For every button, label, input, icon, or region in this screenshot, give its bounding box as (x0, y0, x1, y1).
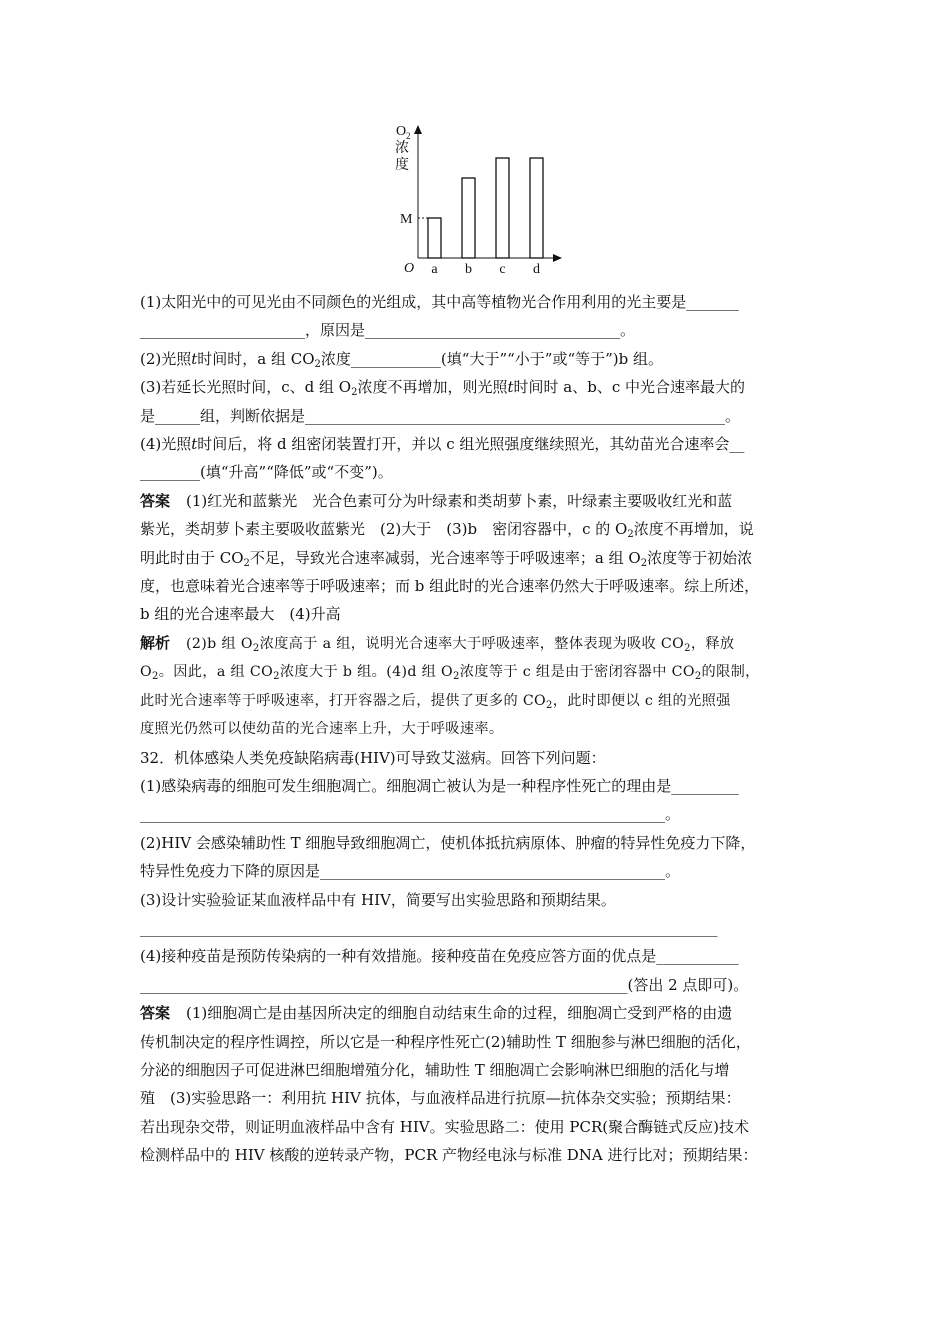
x-tick-label-b: b (465, 262, 472, 277)
bar-d (530, 158, 543, 258)
q32-part3-line1: (3)设计实验验证某血液样品中有 HIV，简要写出实验思路和预期结果。 (140, 890, 616, 909)
q31-part4-line2: ________(填“升高”“降低”或“不变”)。 (140, 463, 393, 482)
x-axis-arrow (553, 254, 562, 262)
q31-part3-line2: 是______组，判断依据是________________________________________________________。 (140, 406, 741, 425)
o2-concentration-bar-chart (390, 122, 570, 280)
explain31-line4: 度照光仍然可以使幼苗的光合速率上升，大于呼吸速率。 (140, 721, 504, 738)
x-tick-label-a: a (431, 262, 438, 277)
x-tick-label-c: c (499, 262, 506, 277)
q31-part2: (2)光照t时间时，a 组 $CO_2$浓度____________(填“大于”“小于”或“等于”)b 组。 (140, 349, 664, 370)
answer31-line1: 答案 (1)红光和蓝紫光 光合色素可分为叶绿素和类胡萝卜素，叶绿素主要吸收红光和蓝 (140, 491, 733, 510)
y-axis-label-du: 度 (395, 158, 409, 173)
y-axis-label-nong: 浓 (395, 141, 409, 156)
explain31-line2: $O_2$。因此，a 组 $CO_2$浓度大于 b 组。(4)d 组 $O_2$浓度等于 c 组是由于密闭容器中 $CO_2$的限制， (140, 664, 760, 683)
bar-b (462, 178, 475, 258)
q32-stem: 32．机体感染人类免疫缺陷病毒(HIV)可导致艾滋病。回答下列问题： (140, 748, 606, 767)
answer32-line3: 分泌的细胞因子可促进淋巴细胞增殖分化，辅助性 T 细胞凋亡会影响淋巴细胞的活化与增 (140, 1060, 730, 1079)
y-axis-label-o: O (396, 124, 407, 139)
answer31-line5: b 组的光合速率最大 (4)升高 (140, 605, 341, 624)
q31-part1-line1: (1)太阳光中的可见光由不同颜色的光组成，其中高等植物光合作用利用的光主要是_______ (140, 293, 739, 311)
explain31-line1: 解析 (2)b 组 $O_2$浓度高于 a 组，说明光合速率大于呼吸速率，整体表现为吸收 $CO_2$，释放 (140, 633, 735, 654)
q31-part3-line1: (3)若延长光照时间，c、d 组 $O_2$浓度不再增加，则光照t时间时 a、b、c 中光合速率最大的 (140, 378, 745, 399)
answer32-line2: 传机制决定的程序性调控，所以它是一种程序性死亡(2)辅助性 T 细胞参与淋巴细胞的活化， (140, 1032, 751, 1051)
bar-c (496, 158, 509, 258)
answer32-line5: 若出现杂交带，则证明血液样品中含有 HIV。实验思路二：使用 PCR(聚合酶链式反应)技术 (140, 1117, 749, 1136)
q32-part4-line1: (4)接种疫苗是预防传染病的一种有效措施。接种疫苗在免疫应答方面的优点是___________ (140, 947, 739, 966)
explain31-line3: 此时光合速率等于呼吸速率，打开容器之后，提供了更多的 $CO_2$，此时即便以 c 组的光照强 (140, 692, 731, 711)
y-axis-label-sub: 2 (406, 131, 411, 141)
y-axis-arrow (414, 125, 422, 134)
x-tick-label-d: d (533, 262, 540, 277)
bar-a (428, 218, 441, 258)
q32-part2-line2: 特异性免疫力下降的原因是______________________________________________。 (140, 862, 681, 881)
q32-part3-line2: _____________________________________________________________________________ (140, 918, 718, 937)
q31-part1-line2: ______________________，原因是__________________________________。 (140, 321, 636, 340)
answer32-line6: 检测样品中的 HIV 核酸的逆转录产物，PCR 产物经电泳与标准 DNA 进行比对；预期结果： (140, 1146, 758, 1165)
answer31-line4: 度，也意味着光合速率等于呼吸速率；而 b 组此时的光合速率仍然大于呼吸速率。综上所述， (140, 577, 760, 596)
answer31-line3: 明此时由于 $CO_2$不足，导致光合速率减弱，光合速率等于呼吸速率；a 组 $O_2$浓度等于初始浓 (140, 548, 753, 569)
answer32-line4: 殖 (3)实验思路一：利用抗 HIV 抗体，与血液样品进行抗原—抗体杂交实验；预期结果： (140, 1089, 741, 1108)
q32-part1-line1: (1)感染病毒的细胞可发生细胞凋亡。细胞凋亡被认为是一种程序性死亡的理由是_________ (140, 776, 739, 795)
q32-part1-line2: ______________________________________________________________________。 (140, 805, 681, 824)
q32-part4-line2: _________________________________________________________________(答出 2 点即可)。 (140, 975, 749, 994)
reference-label-m: M (400, 212, 413, 227)
origin-label: O (404, 261, 415, 276)
q32-part2-line1: (2)HIV 会感染辅助性 T 细胞导致细胞凋亡，使机体抵抗病原体、肿瘤的特异性免疫力下降， (140, 833, 756, 852)
answer32-line1: 答案 (1)细胞凋亡是由基因所决定的细胞自动结束生命的过程，细胞凋亡受到严格的由遗 (140, 1004, 733, 1023)
answer31-line2: 紫光，类胡萝卜素主要吸收蓝紫光 (2)大于 (3)b 密闭容器中，c 的 $O_2$浓度不再增加，说 (140, 520, 754, 541)
q31-part4-line1: (4)光照t时间后，将 d 组密闭装置打开，并以 c 组光照强度继续照光，其幼苗光合速率会__ (140, 435, 745, 454)
